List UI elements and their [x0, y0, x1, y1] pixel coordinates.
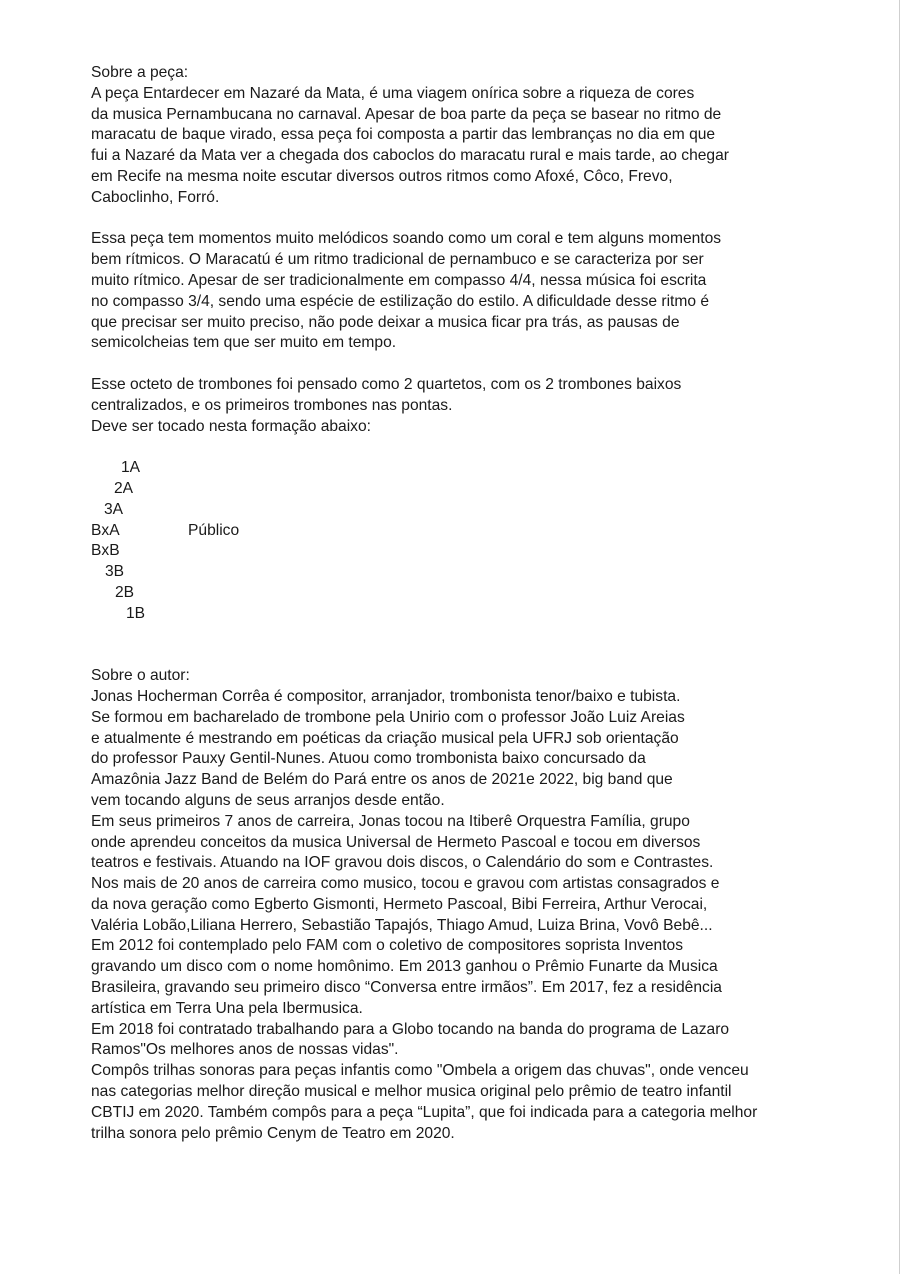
text-line: em Recife na mesma noite escutar diversos outros ritmos como Afoxé, Côco, Frevo,: [91, 167, 673, 185]
position-bxa: BxA: [91, 521, 120, 539]
text-line: da nova geração como Egberto Gismonti, Hermeto Pascoal, Bibi Ferreira, Arthur Verocai,: [91, 895, 708, 913]
position-bxb: BxB: [91, 542, 120, 560]
document-body: [91, 63, 881, 1144]
text-line: onde aprendeu conceitos da musica Universal de Hermeto Pascoal e tocou em diversos: [91, 833, 701, 851]
text-line: Em 2012 foi contemplado pelo FAM com o coletivo de compositores soprista Inventos: [91, 937, 683, 955]
section-heading-about-piece: Sobre a peça:: [91, 64, 189, 81]
text-line: Caboclinho, Forró.: [91, 188, 220, 206]
text-line: Nos mais de 20 anos de carreira como musico, tocou e gravou com artistas consagrados e: [91, 875, 720, 893]
section-spacer: [91, 625, 881, 667]
paragraph-piece-description: [91, 84, 881, 209]
position-3a: 3A: [104, 500, 124, 518]
position-1a: 1A: [121, 459, 141, 477]
position-2b: 2B: [115, 583, 135, 601]
text-line: nas categorias melhor direção musical e melhor musica original pelo prêmio de teatro infantil: [91, 1083, 732, 1101]
text-line: teatros e festivais. Atuando na IOF gravou dois discos, o Calendário do som e Contrastes.: [91, 854, 714, 872]
text-line: trilha sonora pelo prêmio Cenym de Teatro em 2020.: [91, 1124, 455, 1142]
text-line: Em 2018 foi contratado trabalhando para a Globo tocando na banda do programa de Lazaro: [91, 1020, 730, 1038]
text-line: muito rítmico. Apesar de ser tradicionalmente em compasso 4/4, nessa música foi escrita: [91, 271, 707, 289]
paragraph-author-bio: [91, 687, 881, 1145]
text-line: da musica Pernambucana no carnaval. Apesar de boa parte da peça se basear no ritmo de: [91, 105, 722, 123]
text-line: que precisar ser muito preciso, não pode deixar a musica ficar pra trás, as pausas de: [91, 313, 680, 331]
text-line: do professor Pauxy Gentil-Nunes. Atuou como trombonista baixo concursado da: [91, 750, 646, 768]
text-line: Jonas Hocherman Corrêa é compositor, arranjador, trombonista tenor/baixo e tubista.: [91, 687, 681, 705]
text-line: Deve ser tocado nesta formação abaixo:: [91, 417, 371, 435]
text-line: Compôs trilhas sonoras para peças infantis como "Ombela a origem das chuvas", onde venceu: [91, 1062, 749, 1080]
text-line: Se formou em bacharelado de trombone pela Unirio com o professor João Luiz Areias: [91, 708, 685, 726]
text-line: no compasso 3/4, sendo uma espécie de estilização do estilo. A dificuldade desse ritmo é: [91, 292, 710, 310]
text-line: centralizados, e os primeiros trombones nas pontas.: [91, 396, 453, 414]
position-2a: 2A: [114, 479, 134, 497]
text-line: Valéria Lobão,Liliana Herrero, Sebastião Tapajós, Thiago Amud, Luiza Brina, Vovô Bebê...: [91, 916, 713, 934]
text-line: semicolcheias tem que ser muito em tempo.: [91, 334, 397, 352]
paragraph-rhythm-description: [91, 229, 881, 354]
text-line: A peça Entardecer em Nazaré da Mata, é uma viagem onírica sobre a riqueza de cores: [91, 84, 695, 102]
text-line: vem tocando alguns de seus arranjos desde então.: [91, 791, 445, 809]
position-1b: 1B: [126, 604, 146, 622]
text-line: artística em Terra Una pela Ibermusica.: [91, 999, 363, 1017]
section-heading-about-author: Sobre o autor:: [91, 667, 190, 685]
text-line: gravando um disco com o nome homônimo. Em 2013 ganhou o Prêmio Funarte da Musica: [91, 958, 718, 976]
text-line: Ramos"Os melhores anos de nossas vidas".: [91, 1041, 399, 1059]
text-line: maracatu de baque virado, essa peça foi composta a partir das lembranças no dia em que: [91, 126, 716, 144]
text-line: Brasileira, gravando seu primeiro disco “Conversa entre irmãos”. Em 2017, fez a residência: [91, 979, 722, 997]
text-line: Essa peça tem momentos muito melódicos soando como um coral e tem alguns momentos: [91, 230, 722, 248]
paragraph-spacer: [91, 354, 881, 375]
text-line: e atualmente é mestrando em poéticas da criação musical pela UFRJ sob orientação: [91, 729, 679, 747]
paragraph-spacer: [91, 209, 881, 230]
position-3b: 3B: [105, 563, 125, 581]
text-line: Amazônia Jazz Band de Belém do Pará entre os anos de 2021e 2022, big band que: [91, 771, 673, 789]
paragraph-octet-description: [91, 375, 881, 437]
text-line: Em seus primeiros 7 anos de carreira, Jonas tocou na Itiberê Orquestra Família, grupo: [91, 812, 690, 830]
text-line: bem rítmicos. O Maracatú é um ritmo tradicional de pernambuco e se caracteriza por ser: [91, 251, 704, 269]
formation-diagram: [91, 458, 881, 624]
text-line: Esse octeto de trombones foi pensado como 2 quartetos, com os 2 trombones baixos: [91, 375, 682, 393]
text-line: CBTIJ em 2020. Também compôs para a peça “Lupita”, que foi indicada para a categoria melhor: [91, 1103, 758, 1121]
audience-label: Público: [188, 521, 240, 539]
text-line: fui a Nazaré da Mata ver a chegada dos caboclos do maracatu rural e mais tarde, ao chegar: [91, 147, 729, 165]
